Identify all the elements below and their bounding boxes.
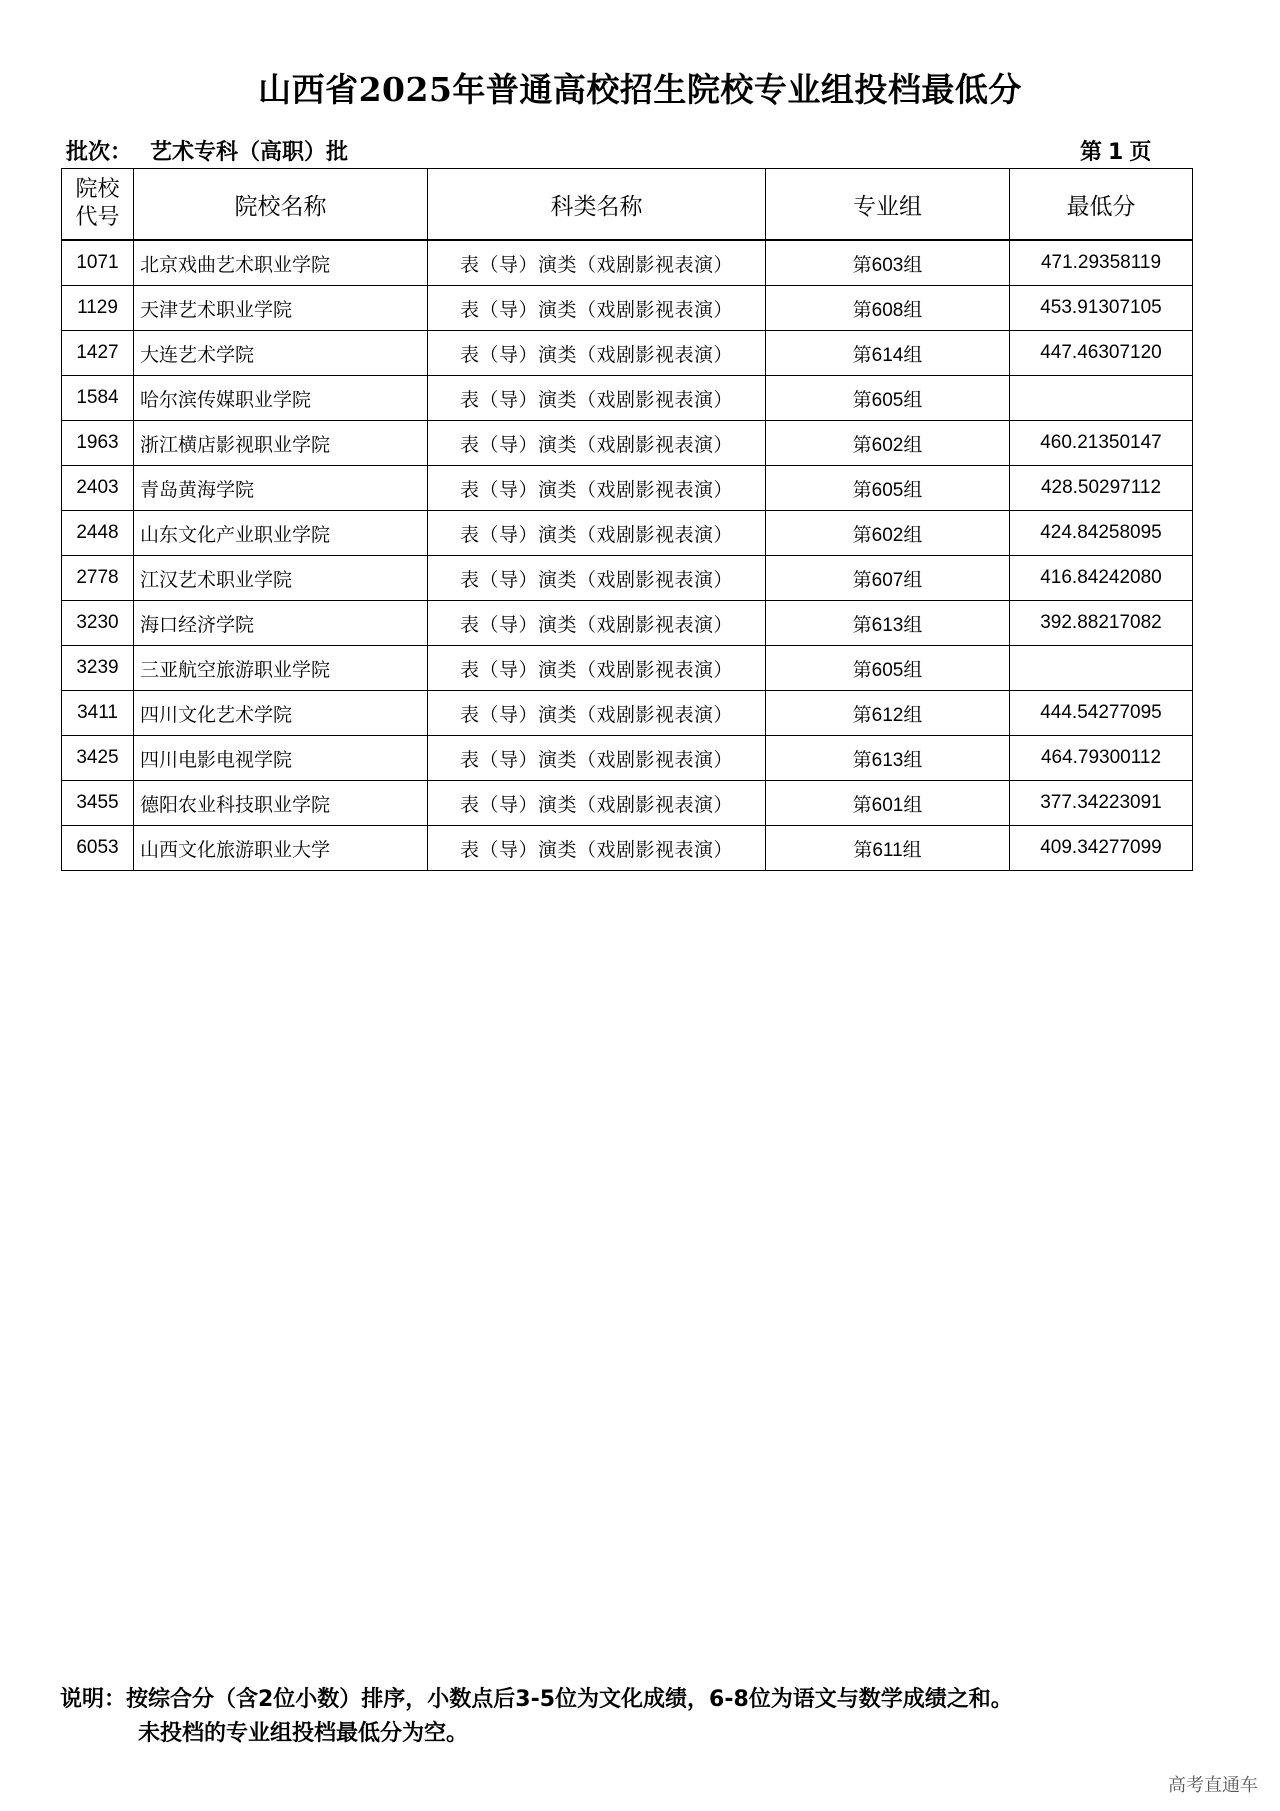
- subject-name-cell: 表（导）演类（戏剧影视表演）: [428, 646, 766, 691]
- table-row: [62, 646, 1193, 691]
- page-number-indicator: [1080, 135, 1151, 166]
- school-code-cell: 3455: [62, 781, 134, 826]
- table-row: [62, 286, 1193, 331]
- table-row: [62, 466, 1193, 511]
- major-group-cell: 第603组: [766, 240, 1010, 286]
- min-score-cell: 471.29358119: [1010, 240, 1193, 286]
- major-group-cell: 第601组: [766, 781, 1010, 826]
- school-code-cell: 3425: [62, 736, 134, 781]
- school-name-cell: 天津艺术职业学院: [134, 286, 428, 331]
- table-row: [62, 376, 1193, 421]
- subject-name-cell: 表（导）演类（戏剧影视表演）: [428, 781, 766, 826]
- major-group-cell: 第605组: [766, 376, 1010, 421]
- school-code-cell: 2403: [62, 466, 134, 511]
- min-score-cell: 453.91307105: [1010, 286, 1193, 331]
- batch-value: 艺术专科（高职）批: [150, 140, 349, 165]
- major-group-cell: 第612组: [766, 691, 1010, 736]
- major-group-cell: 第607组: [766, 556, 1010, 601]
- subject-name-cell: 表（导）演类（戏剧影视表演）: [428, 601, 766, 646]
- header-school-code: [62, 169, 134, 241]
- subject-name-cell: 表（导）演类（戏剧影视表演）: [428, 331, 766, 376]
- min-score-cell: [1010, 646, 1193, 691]
- subject-name-cell: 表（导）演类（戏剧影视表演）: [428, 286, 766, 331]
- table-row: [62, 601, 1193, 646]
- header-code-line2: 代号: [75, 205, 120, 230]
- page-suffix: 页: [1129, 140, 1152, 165]
- min-score-cell: [1010, 376, 1193, 421]
- school-code-cell: 2448: [62, 511, 134, 556]
- school-code-cell: 1427: [62, 331, 134, 376]
- min-score-cell: 428.50297112: [1010, 466, 1193, 511]
- min-score-cell: 460.21350147: [1010, 421, 1193, 466]
- table-body: [62, 240, 1193, 871]
- min-score-cell: 392.88217082: [1010, 601, 1193, 646]
- major-group-cell: 第608组: [766, 286, 1010, 331]
- min-score-cell: 464.79300112: [1010, 736, 1193, 781]
- batch-label: 批次：: [66, 140, 133, 165]
- major-group-cell: 第611组: [766, 826, 1010, 871]
- subject-name-cell: 表（导）演类（戏剧影视表演）: [428, 826, 766, 871]
- subject-name-cell: 表（导）演类（戏剧影视表演）: [428, 376, 766, 421]
- major-group-cell: 第605组: [766, 466, 1010, 511]
- subject-name-cell: 表（导）演类（戏剧影视表演）: [428, 466, 766, 511]
- major-group-cell: 第602组: [766, 511, 1010, 556]
- school-code-cell: 3230: [62, 601, 134, 646]
- table-row: [62, 511, 1193, 556]
- table-header-row: [62, 169, 1193, 241]
- min-score-cell: 447.46307120: [1010, 331, 1193, 376]
- table-row: [62, 826, 1193, 871]
- min-score-cell: 377.34223091: [1010, 781, 1193, 826]
- school-code-cell: 6053: [62, 826, 134, 871]
- min-score-cell: 424.84258095: [1010, 511, 1193, 556]
- batch-line: [66, 135, 348, 166]
- table-row: [62, 781, 1193, 826]
- header-major-group: 专业组: [766, 169, 1010, 241]
- school-name-cell: 四川电影电视学院: [134, 736, 428, 781]
- table-row: [62, 691, 1193, 736]
- major-group-cell: 第613组: [766, 736, 1010, 781]
- header-school-name: 院校名称: [134, 169, 428, 241]
- admission-score-table: [61, 168, 1193, 871]
- subject-name-cell: 表（导）演类（戏剧影视表演）: [428, 691, 766, 736]
- major-group-cell: 第602组: [766, 421, 1010, 466]
- note-line-2: 未投档的专业组投档最低分为空。: [138, 1721, 469, 1746]
- document-title: 山西省2025年普通高校招生院校专业组投档最低分: [258, 70, 1022, 109]
- table-row: [62, 421, 1193, 466]
- school-name-cell: 山西文化旅游职业大学: [134, 826, 428, 871]
- school-name-cell: 山东文化产业职业学院: [134, 511, 428, 556]
- header-subject-name: 科类名称: [428, 169, 766, 241]
- page-prefix: 第: [1080, 140, 1103, 165]
- school-code-cell: 3411: [62, 691, 134, 736]
- min-score-cell: 409.34277099: [1010, 826, 1193, 871]
- school-name-cell: 大连艺术学院: [134, 331, 428, 376]
- major-group-cell: 第613组: [766, 601, 1010, 646]
- school-name-cell: 青岛黄海学院: [134, 466, 428, 511]
- school-code-cell: 1963: [62, 421, 134, 466]
- school-name-cell: 四川文化艺术学院: [134, 691, 428, 736]
- page-number: 1: [1108, 140, 1124, 165]
- major-group-cell: 第614组: [766, 331, 1010, 376]
- table-row: [62, 240, 1193, 286]
- header-min-score: 最低分: [1010, 169, 1193, 241]
- header-code-line1: 院校: [75, 177, 120, 202]
- table-row: [62, 736, 1193, 781]
- school-name-cell: 德阳农业科技职业学院: [134, 781, 428, 826]
- watermark-text: 高考直通车: [1168, 1775, 1258, 1796]
- school-code-cell: 1129: [62, 286, 134, 331]
- school-name-cell: 哈尔滨传媒职业学院: [134, 376, 428, 421]
- school-name-cell: 海口经济学院: [134, 601, 428, 646]
- subject-name-cell: 表（导）演类（戏剧影视表演）: [428, 736, 766, 781]
- notes: [60, 1683, 1013, 1751]
- school-code-cell: 1071: [62, 240, 134, 286]
- subject-name-cell: 表（导）演类（戏剧影视表演）: [428, 511, 766, 556]
- subject-name-cell: 表（导）演类（戏剧影视表演）: [428, 556, 766, 601]
- table-row: [62, 331, 1193, 376]
- school-name-cell: 北京戏曲艺术职业学院: [134, 240, 428, 286]
- note-line-1: 说明：按综合分（含2位小数）排序，小数点后3-5位为文化成绩，6-8位为语文与数学成绩之和。: [60, 1687, 1013, 1712]
- school-name-cell: 三亚航空旅游职业学院: [134, 646, 428, 691]
- school-code-cell: 2778: [62, 556, 134, 601]
- school-name-cell: 江汉艺术职业学院: [134, 556, 428, 601]
- school-code-cell: 3239: [62, 646, 134, 691]
- subject-name-cell: 表（导）演类（戏剧影视表演）: [428, 421, 766, 466]
- school-code-cell: 1584: [62, 376, 134, 421]
- subject-name-cell: 表（导）演类（戏剧影视表演）: [428, 240, 766, 286]
- major-group-cell: 第605组: [766, 646, 1010, 691]
- school-name-cell: 浙江横店影视职业学院: [134, 421, 428, 466]
- min-score-cell: 444.54277095: [1010, 691, 1193, 736]
- table-row: [62, 556, 1193, 601]
- min-score-cell: 416.84242080: [1010, 556, 1193, 601]
